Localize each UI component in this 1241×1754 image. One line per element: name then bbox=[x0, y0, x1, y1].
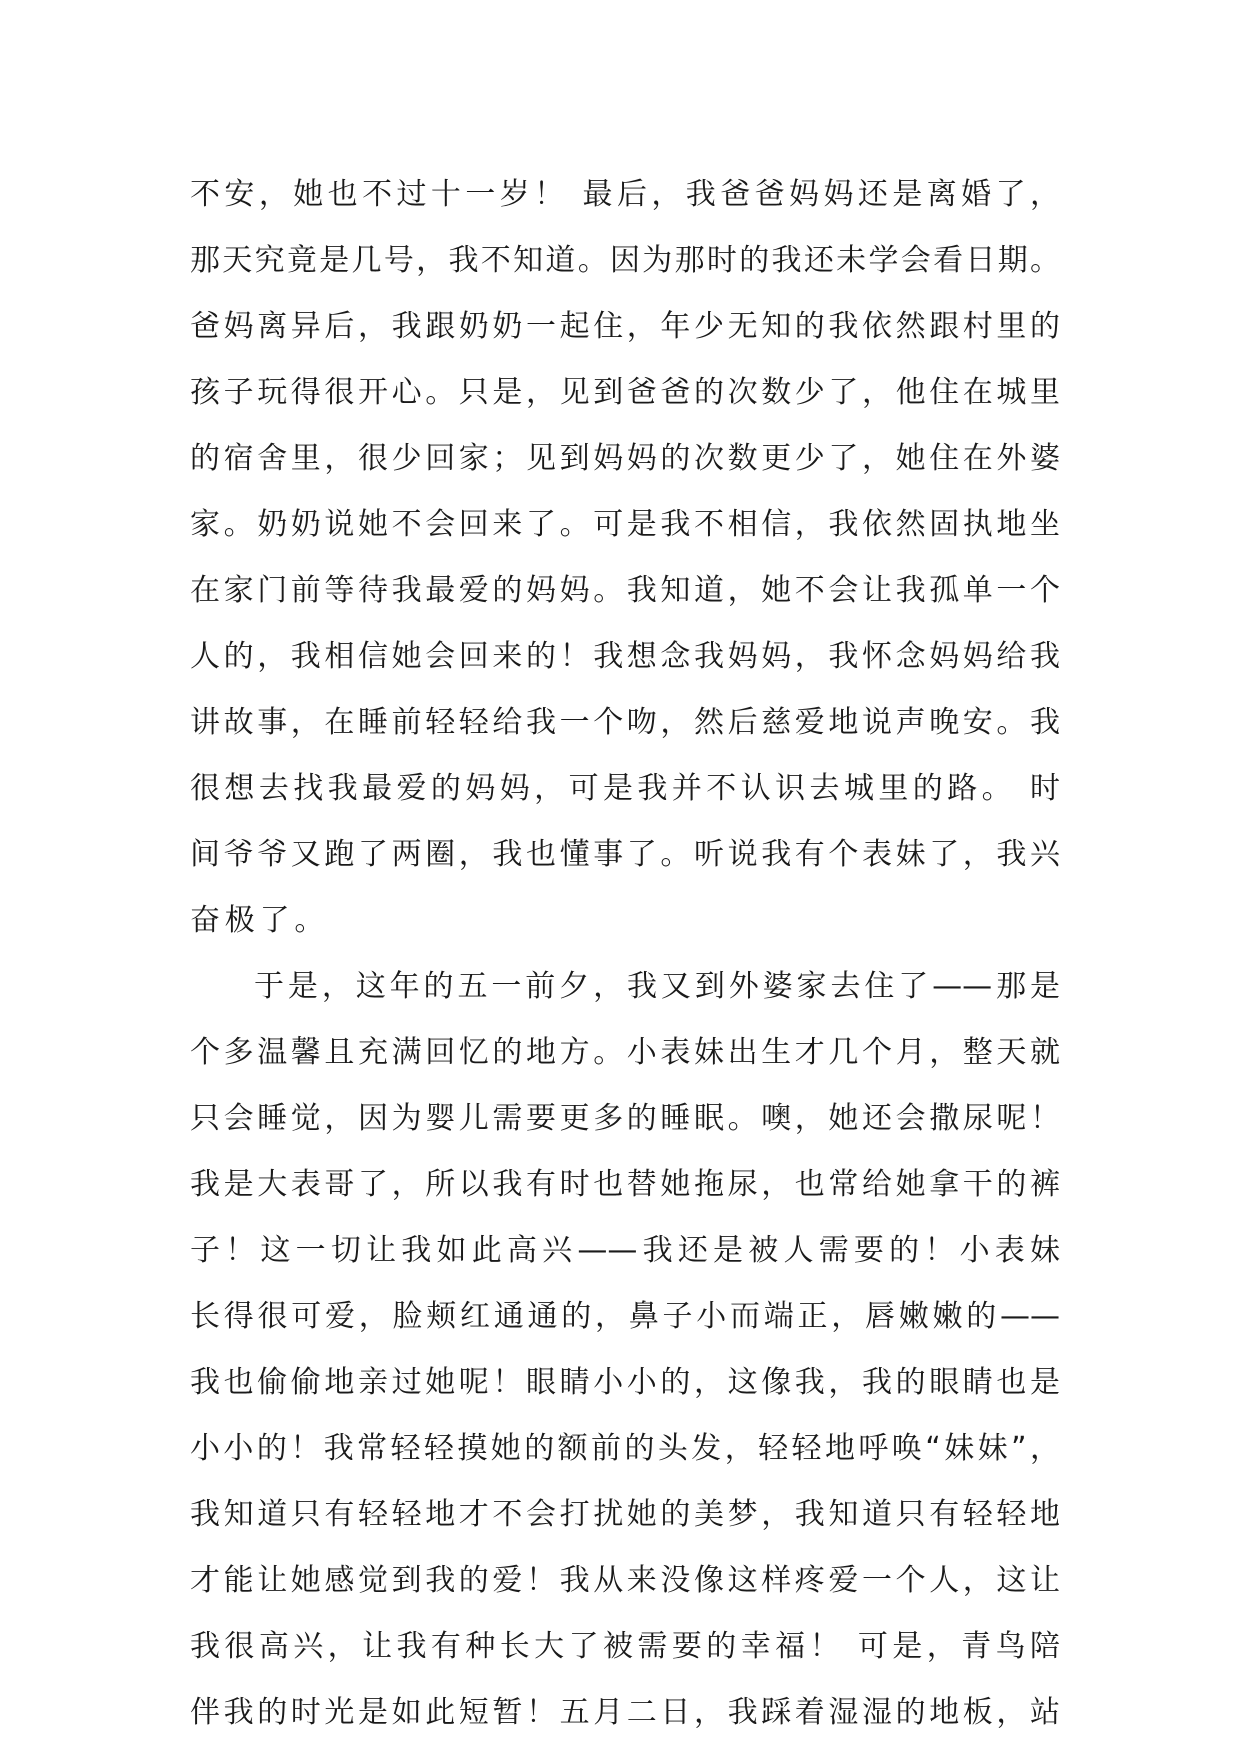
text-line: 家。奶奶说她不会回来了。可是我不相信，我依然固执地坐 bbox=[190, 507, 1060, 542]
text-line: 的宿舍里，很少回家；见到妈妈的次数更少了，她住在外婆 bbox=[190, 441, 1060, 476]
essay-body bbox=[190, 162, 1060, 1746]
text-line: 我是大表哥了，所以我有时也替她拖尿，也常给她拿干的裤 bbox=[190, 1167, 1060, 1202]
paragraph-first-line: 于是，这年的五一前夕，我又到外婆家去住了——那是 bbox=[254, 969, 1060, 1004]
text-line: 我也偷偷地亲过她呢！眼睛小小的，这像我，我的眼睛也是 bbox=[190, 1365, 1060, 1400]
text-line: 那天究竟是几号，我不知道。因为那时的我还未学会看日期。 bbox=[190, 243, 1060, 278]
text-line: 很想去找我最爱的妈妈，可是我并不认识去城里的路。 时 bbox=[190, 771, 1060, 806]
text-line: 爸妈离异后，我跟奶奶一起住，年少无知的我依然跟村里的 bbox=[190, 309, 1060, 344]
text-line: 孩子玩得很开心。只是，见到爸爸的次数少了，他住在城里 bbox=[190, 375, 1060, 410]
text-line: 才能让她感觉到我的爱！我从来没像这样疼爱一个人，这让 bbox=[190, 1563, 1060, 1598]
text-line: 人的，我相信她会回来的！我想念我妈妈，我怀念妈妈给我 bbox=[190, 639, 1060, 674]
text-line: 奋极了。 bbox=[190, 903, 330, 938]
text-line: 子！这一切让我如此高兴——我还是被人需要的！小表妹 bbox=[190, 1233, 1060, 1268]
text-line: 小小的！我常轻轻摸她的额前的头发，轻轻地呼唤“妹妹”， bbox=[190, 1431, 1060, 1466]
text-line: 只会睡觉，因为婴儿需要更多的睡眠。噢，她还会撒尿呢！ bbox=[190, 1101, 1060, 1136]
text-line: 个多温馨且充满回忆的地方。小表妹出生才几个月，整天就 bbox=[190, 1035, 1060, 1070]
text-line: 在家门前等待我最爱的妈妈。我知道，她不会让我孤单一个 bbox=[190, 573, 1060, 608]
text-line: 讲故事，在睡前轻轻给我一个吻，然后慈爱地说声晚安。我 bbox=[190, 705, 1060, 740]
text-line: 间爷爷又跑了两圈，我也懂事了。听说我有个表妹了，我兴 bbox=[190, 837, 1060, 872]
text-line: 长得很可爱，脸颊红通通的，鼻子小而端正，唇嫩嫩的—— bbox=[190, 1299, 1060, 1334]
text-line: 不安，她也不过十一岁！ 最后，我爸爸妈妈还是离婚了， bbox=[190, 177, 1060, 212]
text-line: 我很高兴，让我有种长大了被需要的幸福！ 可是，青鸟陪 bbox=[190, 1629, 1060, 1664]
text-line: 我知道只有轻轻地才不会打扰她的美梦，我知道只有轻轻地 bbox=[190, 1497, 1060, 1532]
text-line: 伴我的时光是如此短暂！五月二日，我踩着湿湿的地板，站 bbox=[190, 1695, 1060, 1730]
